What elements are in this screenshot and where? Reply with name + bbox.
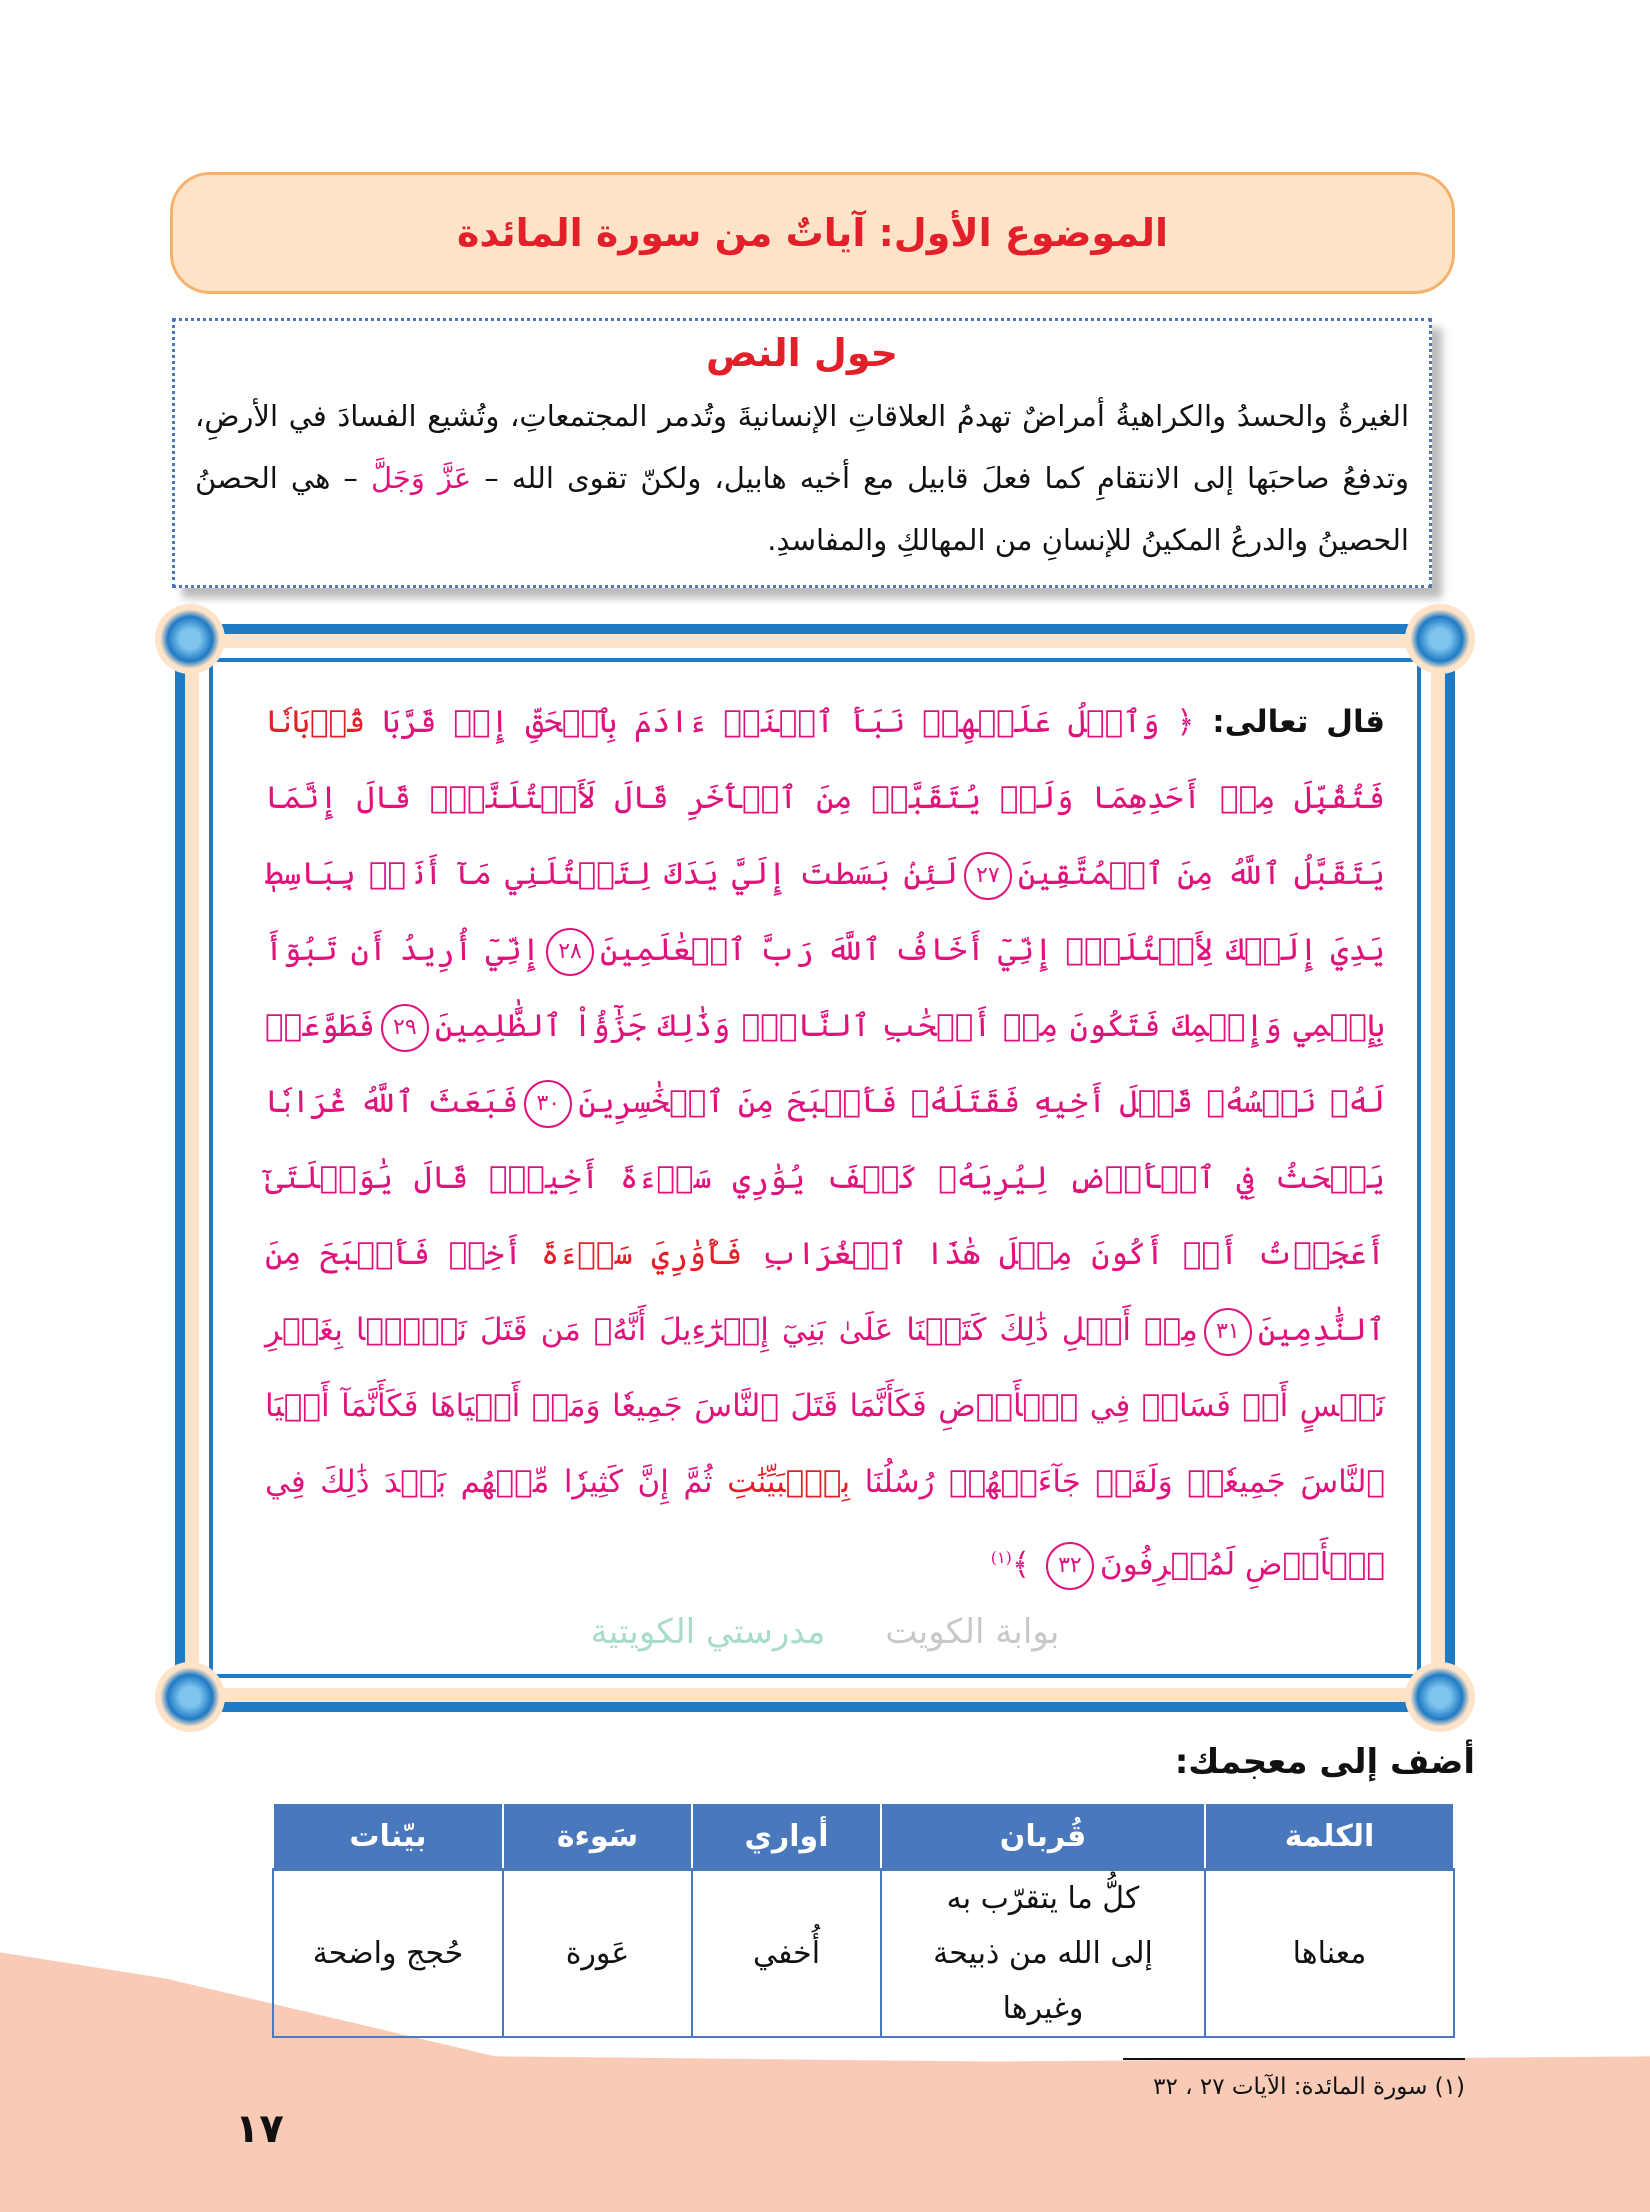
lesson-title-box <box>170 172 1455 294</box>
footnote-divider <box>1123 2058 1465 2060</box>
column-header: سَوءة <box>503 1803 692 1870</box>
footnote-marker: (١) <box>990 1548 1012 1567</box>
table-cell: معناها <box>1205 1870 1454 2038</box>
intro-text <box>195 385 1409 571</box>
verses-frame <box>175 624 1455 1712</box>
bracket-close: ﴾ <box>1011 1546 1040 1583</box>
ayah-number: ٢٧ <box>964 852 1012 900</box>
ayah-number: ٣١ <box>1204 1308 1252 1356</box>
table-cell: أُخفي <box>692 1870 881 2038</box>
intro-heading: حول النص <box>705 331 899 375</box>
column-header: أواري <box>692 1803 881 1870</box>
watermark: مدرستي الكويتية <box>590 1612 826 1653</box>
verse-intro: قال تعالى: <box>1194 704 1385 740</box>
verse-text: لَئِنۢ بَسَطتَ إِلَيَّ يَدَكَ لِتَقۡتُلَنِي مَآ أَنَا۠ بِبَاسِطٖ يَدِيَ إِلَيۡكَ لِأَقۡتُلَكَۖ إِنِّيٓ أَخَافُ ٱللَّهَ رَبَّ ٱلۡعَٰلَمِينَ <box>265 856 1385 968</box>
page-number: ١٧ <box>235 2106 284 2153</box>
verse-text: فَتُقُبِّلَ مِنۡ أَحَدِهِمَا وَلَمۡ يُتَقَبَّلۡ مِنَ ٱلۡأٓخَرِ قَالَ لَأَقۡتُلَنَّكَۖ قَالَ إِنَّمَا يَتَقَبَّلُ ٱللَّهُ مِنَ ٱلۡمُتَّقِينَ <box>265 780 1385 892</box>
column-header: قُربان <box>881 1803 1205 1870</box>
ayah-number: ٣٢ <box>1046 1542 1094 1590</box>
bracket-open: ﴿ <box>1159 704 1195 740</box>
dictionary-heading: أضف إلى معجمك: <box>1174 1742 1475 1783</box>
verse-text: فَطَوَّعَتۡ لَهُۥ نَفۡسُهُۥ قَتۡلَ أَخِيهِ فَقَتَلَهُۥ فَأَصۡبَحَ مِنَ ٱلۡخَٰسِرِينَ <box>265 1008 1385 1120</box>
verse-text: وَٱتۡلُ عَلَيۡهِمۡ نَبَأَ ٱبۡنَيۡ ءَادَمَ بِٱلۡحَقِّ إِذۡ قَرَّبَا <box>365 704 1160 740</box>
table-cell: عَورة <box>503 1870 692 2038</box>
highlighted-word: قُرۡبَانٗا <box>265 704 366 740</box>
ayah-number: ٣٠ <box>524 1080 572 1128</box>
highlighted-word: بِٱلۡبَيِّنَٰتِ <box>727 1464 851 1500</box>
ornament-corner-icon <box>155 1662 225 1732</box>
table-cell: كلُّ ما يتقرّب به إلى الله من ذبيحة وغيرها <box>881 1870 1205 2038</box>
watermark: بوابة الكويت <box>885 1612 1060 1653</box>
intro-box <box>172 318 1432 588</box>
ayah-number: ٢٩ <box>381 1004 429 1052</box>
ornament-corner-icon <box>1405 1662 1475 1732</box>
footnote: (١) سورة المائدة: الآيات ٢٧ ، ٣٢ <box>1153 2074 1465 2101</box>
verse-text: إِنِّيٓ أُرِيدُ أَن تَبُوٓأَ بِإِثۡمِي وَإِثۡمِكَ فَتَكُونَ مِنۡ أَصۡحَٰبِ ٱلنَّارِۚ وَذَٰلِكَ جَزَٰٓؤُاْ ٱلظَّٰلِمِينَ <box>265 932 1385 1044</box>
quran-verses <box>265 684 1385 1602</box>
ornament-corner-icon <box>155 604 225 674</box>
column-header: الكلمة <box>1205 1803 1454 1870</box>
lesson-title: الموضوع الأول: آياتٌ من سورة المائدة <box>457 211 1169 255</box>
ornament-corner-icon <box>1405 604 1475 674</box>
ayah-number: ٢٨ <box>546 928 594 976</box>
watermark-row <box>265 1612 1385 1652</box>
table-header-row <box>273 1803 1454 1870</box>
verse-text: ثُمَّ إِنَّ كَثِيرٗا مِّنۡهُم بَعۡدَ ذَٰلِكَ فِي ٱلۡأَرۡضِ لَمُسۡرِفُونَ <box>265 1464 1385 1583</box>
column-header: بيّنات <box>273 1803 503 1870</box>
table-cell: حُجج واضحة <box>273 1870 503 2038</box>
honorific: عَزَّ وَجَلَّ <box>370 461 472 495</box>
table-row <box>273 1870 1454 2038</box>
dictionary-table <box>272 1802 1455 2038</box>
highlighted-word: فَأُوَٰرِيَ سَوۡءَةَ <box>540 1236 743 1272</box>
intro-text-part: الغيرةُ والحسدُ والكراهيةُ أمراضٌ تهدمُ العلاقاتِ الإنسانيةَ وتُدمر المجتمعاتِ، وتُشيع الفسادَ في الأرضِ، وتدفعُ صاحبَها إلى الانتقامِ كما فعلَ قابيل مع أخيه هابيل، ولكنّ تقوى الله – <box>195 399 1409 495</box>
verse-text: أَخِيۖ فَأَصۡبَحَ مِنَ ٱلنَّٰدِمِينَ <box>265 1236 1385 1348</box>
intro-text-part: – هي الحصنُ الحصينُ والدرعُ المكينُ للإنسانِ من المهالكِ والمفاسدِ. <box>195 461 1409 557</box>
verse-text: فَبَعَثَ ٱللَّهُ غُرَابٗا يَبۡحَثُ فِي ٱلۡأَرۡضِ لِيُرِيَهُۥ كَيۡفَ يُوَٰرِي سَوۡءَةَ أَخِيهِۚ قَالَ يَٰوَيۡلَتَىٰٓ أَعَجَزۡتُ أَنۡ أَكُونَ مِثۡلَ هَٰذَا ٱلۡغُرَابِ <box>265 1084 1385 1272</box>
verse-text: مِنۡ أَجۡلِ ذَٰلِكَ كَتَبۡنَا عَلَىٰ بَنِيٓ إِسۡرَٰٓءِيلَ أَنَّهُۥ مَن قَتَلَ نَفۡسَۢا بِغَيۡرِ نَفۡسٍ أَوۡ فَسَادٖ فِي ٱلۡأَرۡضِ فَكَأَنَّمَا قَتَلَ ٱلنَّاسَ جَمِيعٗا وَمَنۡ أَحۡيَاهَا فَكَأَنَّمَآ أَحۡيَا ٱلنَّاسَ جَمِيعٗاۚ وَلَقَدۡ جَآءَتۡهُمۡ رُسُلُنَا <box>265 1312 1386 1500</box>
